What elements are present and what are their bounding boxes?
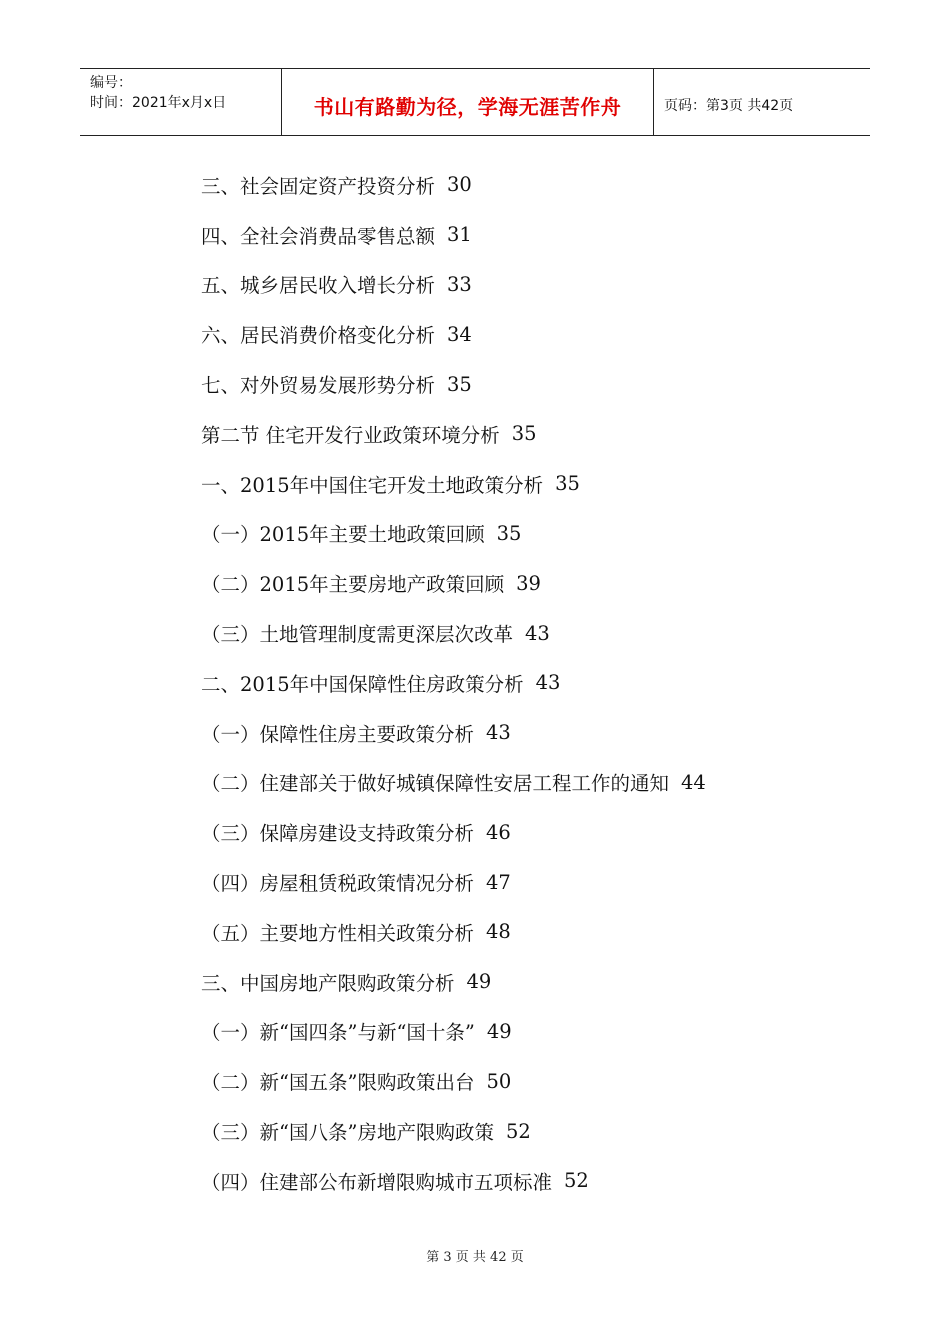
toc-entry bbox=[201, 1056, 841, 1106]
toc-entry-page: 48 bbox=[486, 920, 511, 944]
page-footer: 第 3 页 共 42 页 bbox=[426, 1250, 524, 1265]
toc-entry bbox=[201, 1156, 841, 1206]
toc-entry-page: 39 bbox=[516, 571, 541, 595]
toc-entry-page: 30 bbox=[447, 173, 472, 197]
toc-entry-text: 四、全社会消费品零售总额 bbox=[201, 224, 436, 248]
header-meta bbox=[80, 69, 282, 135]
toc-entry bbox=[201, 608, 841, 658]
toc-entry-page: 34 bbox=[447, 322, 472, 346]
toc-entry bbox=[201, 1007, 841, 1057]
toc-entry-text: 五、城乡居民收入增长分析 bbox=[201, 274, 436, 298]
toc-entry-page: 50 bbox=[486, 1069, 512, 1093]
toc-entry-page: 31 bbox=[447, 223, 472, 247]
toc-entry bbox=[201, 708, 841, 758]
toc-entry-text: 六、居民消费价格变化分析 bbox=[201, 324, 436, 348]
toc-entry bbox=[201, 260, 841, 310]
toc-entry-page: 46 bbox=[486, 820, 511, 844]
page-info: 页码：第3页 共42页 bbox=[664, 98, 794, 114]
toc-entry-page: 47 bbox=[486, 870, 511, 894]
toc-entry-text: 一、2015年中国住宅开发土地政策分析 bbox=[201, 473, 544, 497]
toc-entry bbox=[201, 758, 841, 808]
toc-entry-text: （五）主要地方性相关政策分析 bbox=[201, 921, 475, 945]
toc-entry-text: 二、2015年中国保障性住房政策分析 bbox=[201, 672, 524, 696]
toc-entry-text: 三、中国房地产限购政策分析 bbox=[201, 971, 455, 995]
toc-entry-text: （一）2015年主要土地政策回顾 bbox=[201, 523, 485, 547]
toc-entry-text: （二）2015年主要房地产政策回顾 bbox=[201, 573, 505, 597]
header-page-cell bbox=[654, 69, 870, 135]
toc-entry-page: 52 bbox=[505, 1119, 531, 1143]
toc-entry-text: （四）房屋租赁税政策情况分析 bbox=[201, 872, 475, 896]
toc-entry-text: （三）保障房建设支持政策分析 bbox=[201, 822, 475, 846]
toc-entry bbox=[201, 309, 841, 359]
toc-entry bbox=[201, 807, 841, 857]
table-of-contents bbox=[201, 160, 841, 1206]
header-motto-cell bbox=[282, 69, 654, 135]
toc-entry-page: 35 bbox=[555, 472, 580, 496]
code-label: 编号： bbox=[90, 75, 132, 91]
toc-entry-page: 49 bbox=[486, 1019, 512, 1043]
toc-entry-page: 35 bbox=[496, 521, 522, 545]
toc-entry-text: （二）新“国五条”限购政策出台 bbox=[201, 1071, 475, 1095]
toc-entry bbox=[201, 210, 841, 260]
toc-entry-page: 35 bbox=[447, 372, 472, 396]
toc-entry-text: 七、对外贸易发展形势分析 bbox=[201, 374, 436, 398]
toc-entry bbox=[201, 409, 841, 459]
toc-entry-text: （四）住建部公布新增限购城市五项标准 bbox=[201, 1170, 553, 1194]
toc-entry-text: （二）住建部关于做好城镇保障性安居工程工作的通知 bbox=[201, 772, 670, 796]
toc-entry-text: 三、社会固定资产投资分析 bbox=[201, 174, 436, 198]
toc-entry-text: （三）新“国八条”房地产限购政策 bbox=[201, 1121, 494, 1145]
toc-entry bbox=[201, 658, 841, 708]
toc-entry bbox=[201, 1106, 841, 1156]
time-label: 时间：2021年x月x日 bbox=[90, 95, 227, 111]
toc-entry-text: 第二节 住宅开发行业政策环境分析 bbox=[201, 423, 500, 447]
toc-entry bbox=[201, 160, 841, 210]
toc-entry-text: （一）保障性住房主要政策分析 bbox=[201, 722, 475, 746]
toc-entry-page: 43 bbox=[525, 621, 550, 645]
toc-entry-page: 52 bbox=[564, 1169, 589, 1193]
toc-entry-page: 43 bbox=[535, 671, 561, 695]
motto: 书山有路勤为径，学海无涯苦作舟 bbox=[313, 94, 622, 119]
toc-entry bbox=[201, 359, 841, 409]
toc-entry-page: 49 bbox=[466, 970, 492, 994]
toc-entry bbox=[201, 857, 841, 907]
toc-entry-text: （三）土地管理制度需更深层次改革 bbox=[201, 623, 514, 647]
toc-entry bbox=[201, 459, 841, 509]
toc-entry bbox=[201, 558, 841, 608]
toc-entry-page: 35 bbox=[511, 422, 537, 446]
page-header bbox=[80, 68, 870, 136]
toc-entry-text: （一）新“国四条”与新“国十条” bbox=[201, 1021, 475, 1045]
toc-entry bbox=[201, 907, 841, 957]
toc-entry-page: 43 bbox=[486, 721, 511, 745]
toc-entry bbox=[201, 509, 841, 559]
toc-entry bbox=[201, 957, 841, 1007]
toc-entry-page: 44 bbox=[681, 770, 706, 794]
toc-entry-page: 33 bbox=[447, 272, 472, 296]
